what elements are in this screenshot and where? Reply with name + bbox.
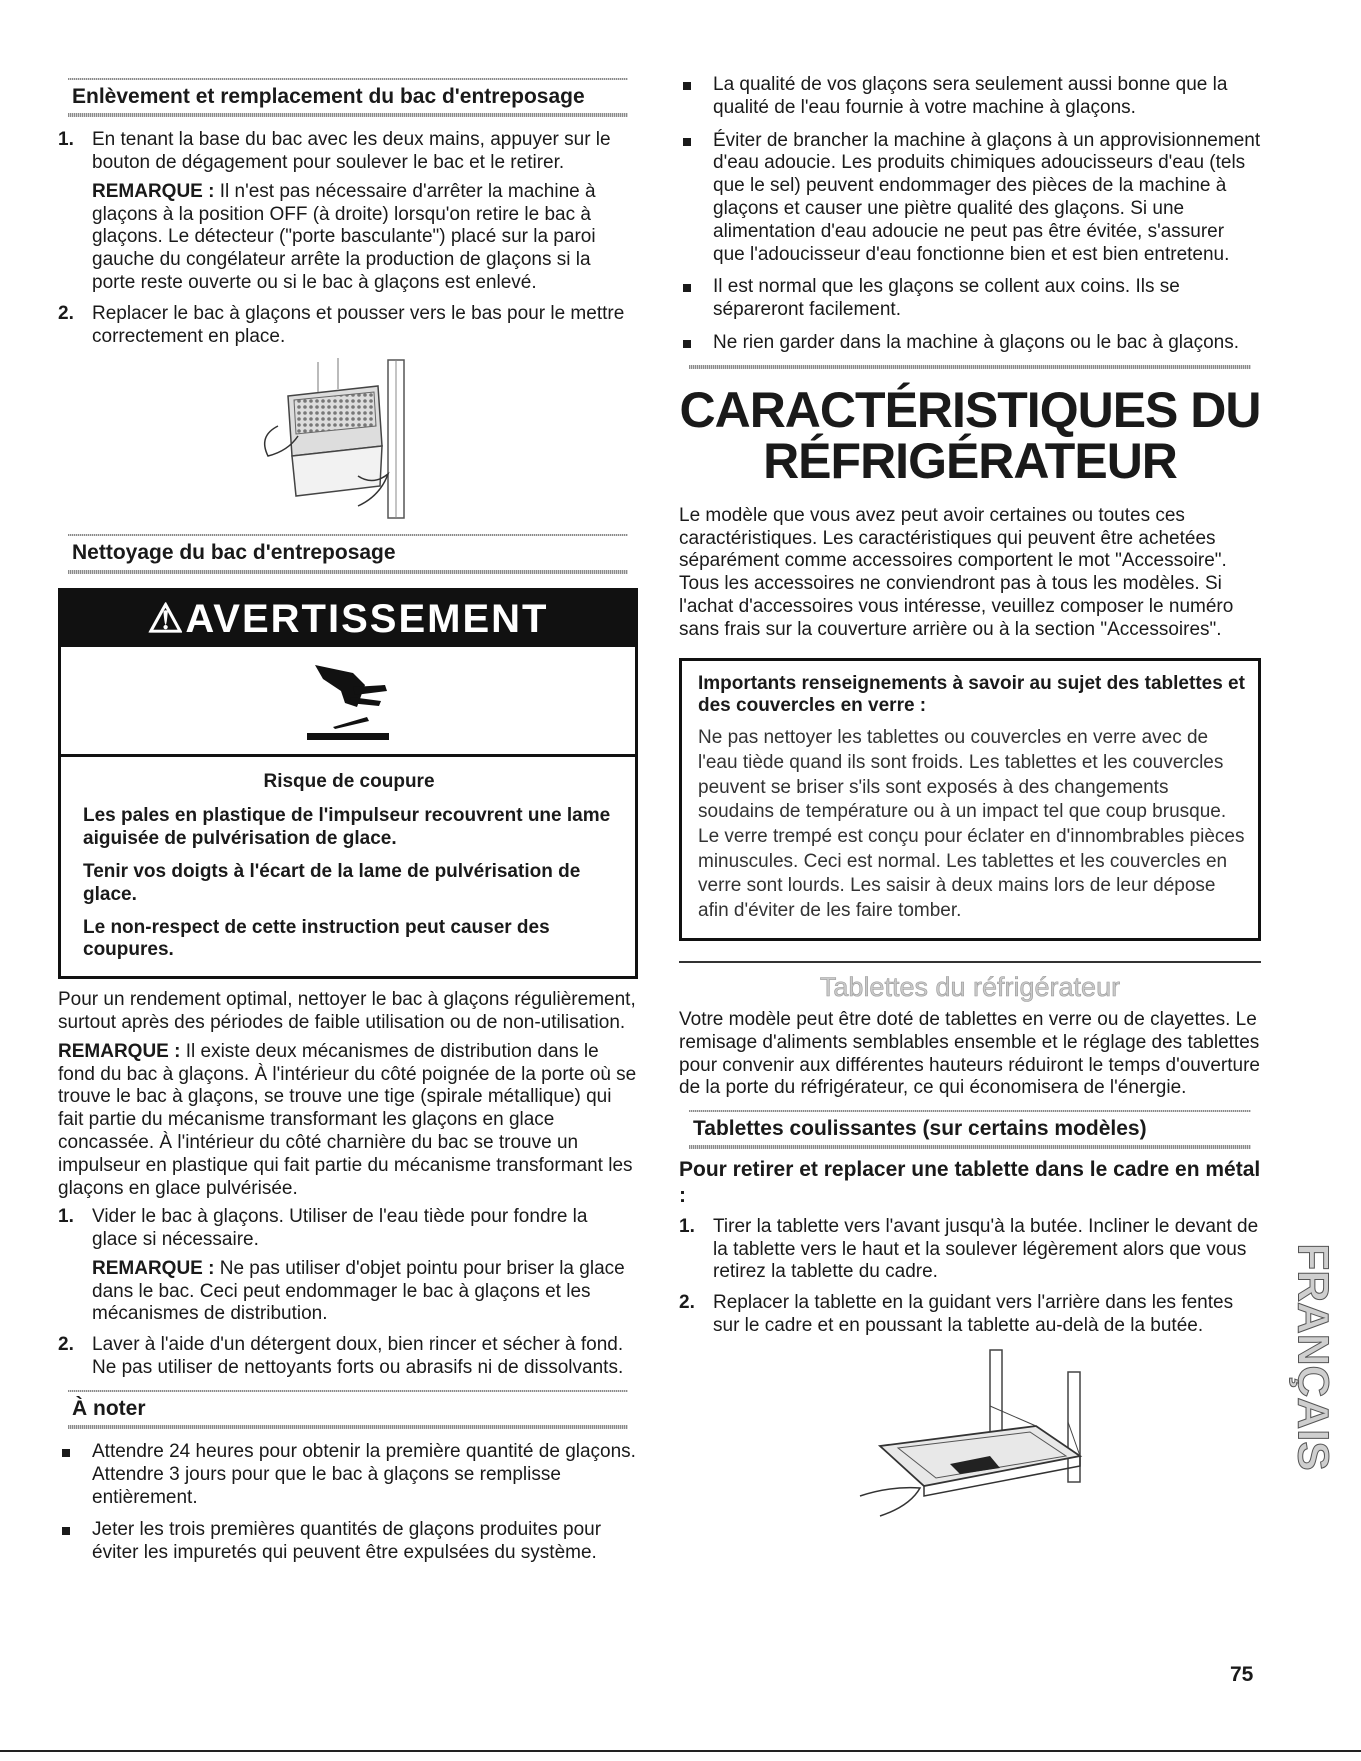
page-title (679, 381, 1261, 489)
warning-line: Les pales en plastique de l'impulseur recouvrent une lame aiguisée de pulvérisation de glace. (83, 805, 611, 850)
right-column (679, 74, 1261, 1526)
step-text: Replacer le bac à glaçons et pousser vers le bas pour le mettre correctement en place. (92, 302, 625, 347)
warning-title: AVERTISSEMENT (185, 596, 549, 641)
section-divider (679, 961, 1261, 963)
warning-line: Le non-respect de cette instruction peut causer des coupures. (83, 916, 550, 961)
section-rule (68, 1425, 628, 1429)
list-item: Éviter de brancher la machine à glaçons à un approvisionnement d'eau adoucie. Les produits chimiques adoucisseurs d'eau (tels que le sel) peuvent endommager des pièces de la machine à glaçons et causer une piètre qualité des glaçons. Si une alimentation d'eau adoucie ne peut pas être évitée, s'assurer que l'adoucisseur d'eau fonctionne bien et est bien entretenu. (679, 130, 1261, 267)
note-label: REMARQUE : (92, 180, 215, 202)
note-label: REMARQUE : (58, 1040, 181, 1062)
paragraph: Pour un rendement optimal, nettoyer le bac à glaçons régulièrement, surtout après des périodes de faible utilisation ou de non-utilisation. (58, 989, 636, 1033)
language-side-tab (1288, 1212, 1338, 1502)
note-label: REMARQUE : (92, 1257, 215, 1279)
step-number: 1. (58, 1206, 74, 1228)
step-number: 1. (679, 1215, 695, 1237)
paragraph (58, 1041, 638, 1201)
step-text: Replacer la tablette en la guidant vers l'arrière dans les fentes sur le cadre et en poussant la tablette au-delà de la butée. (713, 1292, 1234, 1336)
list-item (679, 1216, 1261, 1284)
list-item (58, 1334, 638, 1380)
list-item: Attendre 24 heures pour obtenir la première quantité de glaçons. Attendre 3 jours pour que le bac à glaçons se remplisse entièrement. (58, 1441, 638, 1509)
section-title-shelves: Tablettes du réfrigérateur (819, 971, 1121, 1002)
notes-list (58, 1441, 638, 1565)
info-box-text: Ne pas nettoyer les tablettes ou couvercles en verre avec de l'eau tiède quand ils sont froids. Les tablettes et les couvercles peuvent se briser s'ils sont exposés à des changements soudains de température ou à un impact tel que coup brusque. Le verre trempé est conçu pour éclater en d'innombrables pièces minuscules. Ceci est normal. Les tablettes et les couvercles en verre sont lourds. Les saisir à deux mains lors de leur dépose afin d'éviter de les faire tomber. (698, 727, 1245, 921)
bottom-rule (0, 1750, 1361, 1752)
ice-bin-illustration (58, 356, 638, 524)
section-rule (689, 365, 1251, 369)
section-title-notes: À noter (72, 1396, 146, 1420)
note-text: Ne pas utiliser d'objet pointu pour briser la glace dans le bac. Ceci peut endommager le bac à glaçons et les mécanismes de distribution. (92, 1257, 625, 1325)
note (92, 1258, 638, 1326)
section-title-remove-bin: Enlèvement et remplacement du bac d'entreposage (72, 85, 585, 108)
warning-line: Tenir vos doigts à l'écart de la lame de pulvérisation de glace. (83, 860, 581, 905)
section-rule (68, 570, 628, 574)
side-tab-label: FRANÇAIS (1288, 1243, 1338, 1471)
list-item (58, 303, 638, 349)
warning-header (61, 591, 635, 647)
page-title-line: CARACTÉRISTIQUES DU (679, 381, 1261, 438)
step-text: Tirer la tablette vers l'avant jusqu'à la butée. Incliner le devant de la tablette vers le haut et la soulever légèrement alors que vous retirez la tablette du cadre. (713, 1215, 1259, 1283)
left-column (58, 78, 638, 1575)
list-item: Ne rien garder dans la machine à glaçons ou le bac à glaçons. (679, 332, 1261, 355)
list-item: La qualité de vos glaçons sera seulement aussi bonne que la qualité de l'eau fournie à votre machine à glaçons. (679, 74, 1261, 120)
step-number: 1. (58, 129, 74, 151)
sliding-shelf-illustration (679, 1346, 1261, 1526)
cleaning-steps (58, 1206, 638, 1380)
note-text: Il n'est pas nécessaire d'arrêter la machine à glaçons à la position OFF (à droite) lorsqu'on retire le bac à glaçons. Le détecteur ("porte basculante") placé sur la paroi gauche du congélateur arrête la production de glaçons si la porte reste ouverte ou si le bac à glaçons est enlevé. (92, 180, 596, 293)
list-item (58, 1206, 638, 1326)
remove-bin-steps (58, 129, 638, 348)
glass-info-box (679, 658, 1261, 941)
cut-hazard-icon-row (61, 647, 635, 757)
cut-hazard-icon (293, 655, 403, 745)
page-title-line: RÉFRIGÉRATEUR (763, 432, 1177, 489)
note (92, 181, 638, 295)
list-item (58, 129, 638, 295)
warning-body (61, 757, 635, 977)
intro-paragraph: Le modèle que vous avez peut avoir certaines ou toutes ces caractéristiques. Les caractéristiques qui peuvent être achetées séparément comme accessoires comportent le mot "Accessoire". Tous les accessoires ne conviendront pas à tous les modèles. Si l'achat d'accessoires vous intéresse, veuillez composer le numéro sans frais sur la couverture arrière ou à la section "Accessoires". (679, 504, 1234, 640)
shelves-paragraph: Votre modèle peut être doté de tablettes en verre ou de clayettes. Le remisage d'aliments semblables ensemble et le réglage des tablettes pour convenir aux différentes hauteurs réduiront le temps d'ouverture de la porte du réfrigérateur, ce qui économisera de l'énergie. (679, 1009, 1261, 1099)
section-rule (68, 113, 628, 117)
step-text: Laver à l'aide d'un détergent doux, bien rincer et sécher à fond. Ne pas utiliser de nettoyants forts ou abrasifs ni de dissolvants. (92, 1334, 624, 1379)
note-text: Il existe deux mécanismes de distribution dans le fond du bac à glaçons. À l'intérieur du côté poignée de la porte où se trouve le bac à glaçons, se trouve une tige (spirale métallique) qui fait partie du mécanisme transformant les glaçons en glace concassée. À l'intérieur du côté charnière du bac se trouve un impulseur en plastique qui fait partie du mécanisme transformant les glaçons en glace pulvérisée. (58, 1040, 637, 1199)
warning-risk: Risque de coupure (263, 770, 435, 792)
step-text: En tenant la base du bac avec les deux mains, appuyer sur le bouton de dégagement pour soulever le bac et le retirer. (92, 129, 611, 173)
section-title-clean-bin: Nettoyage du bac d'entreposage (72, 541, 396, 565)
metal-frame-steps (679, 1216, 1261, 1338)
warning-triangle-icon: ⚠ (147, 596, 186, 641)
ice-quality-list (679, 74, 1261, 355)
step-number: 2. (58, 1334, 74, 1356)
step-number: 2. (58, 302, 74, 324)
list-item (679, 1292, 1261, 1338)
subsection-title-metal-frame: Pour retirer et replacer une tablette dans le cadre en métal : (679, 1158, 1261, 1207)
warning-box (58, 588, 638, 980)
info-box-title: Importants renseignements à savoir au sujet des tablettes et des couvercles en verre : (698, 672, 1245, 717)
cleaning-text (58, 989, 638, 1380)
list-item: Il est normal que les glaçons se collent aux coins. Ils se sépareront facilement. (679, 276, 1261, 322)
section-rule (689, 1145, 1251, 1149)
page-number: 75 (1230, 1663, 1254, 1686)
step-text: Vider le bac à glaçons. Utiliser de l'eau tiède pour fondre la glace si nécessaire. (92, 1206, 588, 1251)
section-title-sliding-shelves: Tablettes coulissantes (sur certains modèles) (693, 1117, 1147, 1141)
list-item: Jeter les trois premières quantités de glaçons produites pour éviter les impuretés qui peuvent être expulsées du système. (58, 1519, 638, 1565)
step-number: 2. (679, 1292, 695, 1314)
